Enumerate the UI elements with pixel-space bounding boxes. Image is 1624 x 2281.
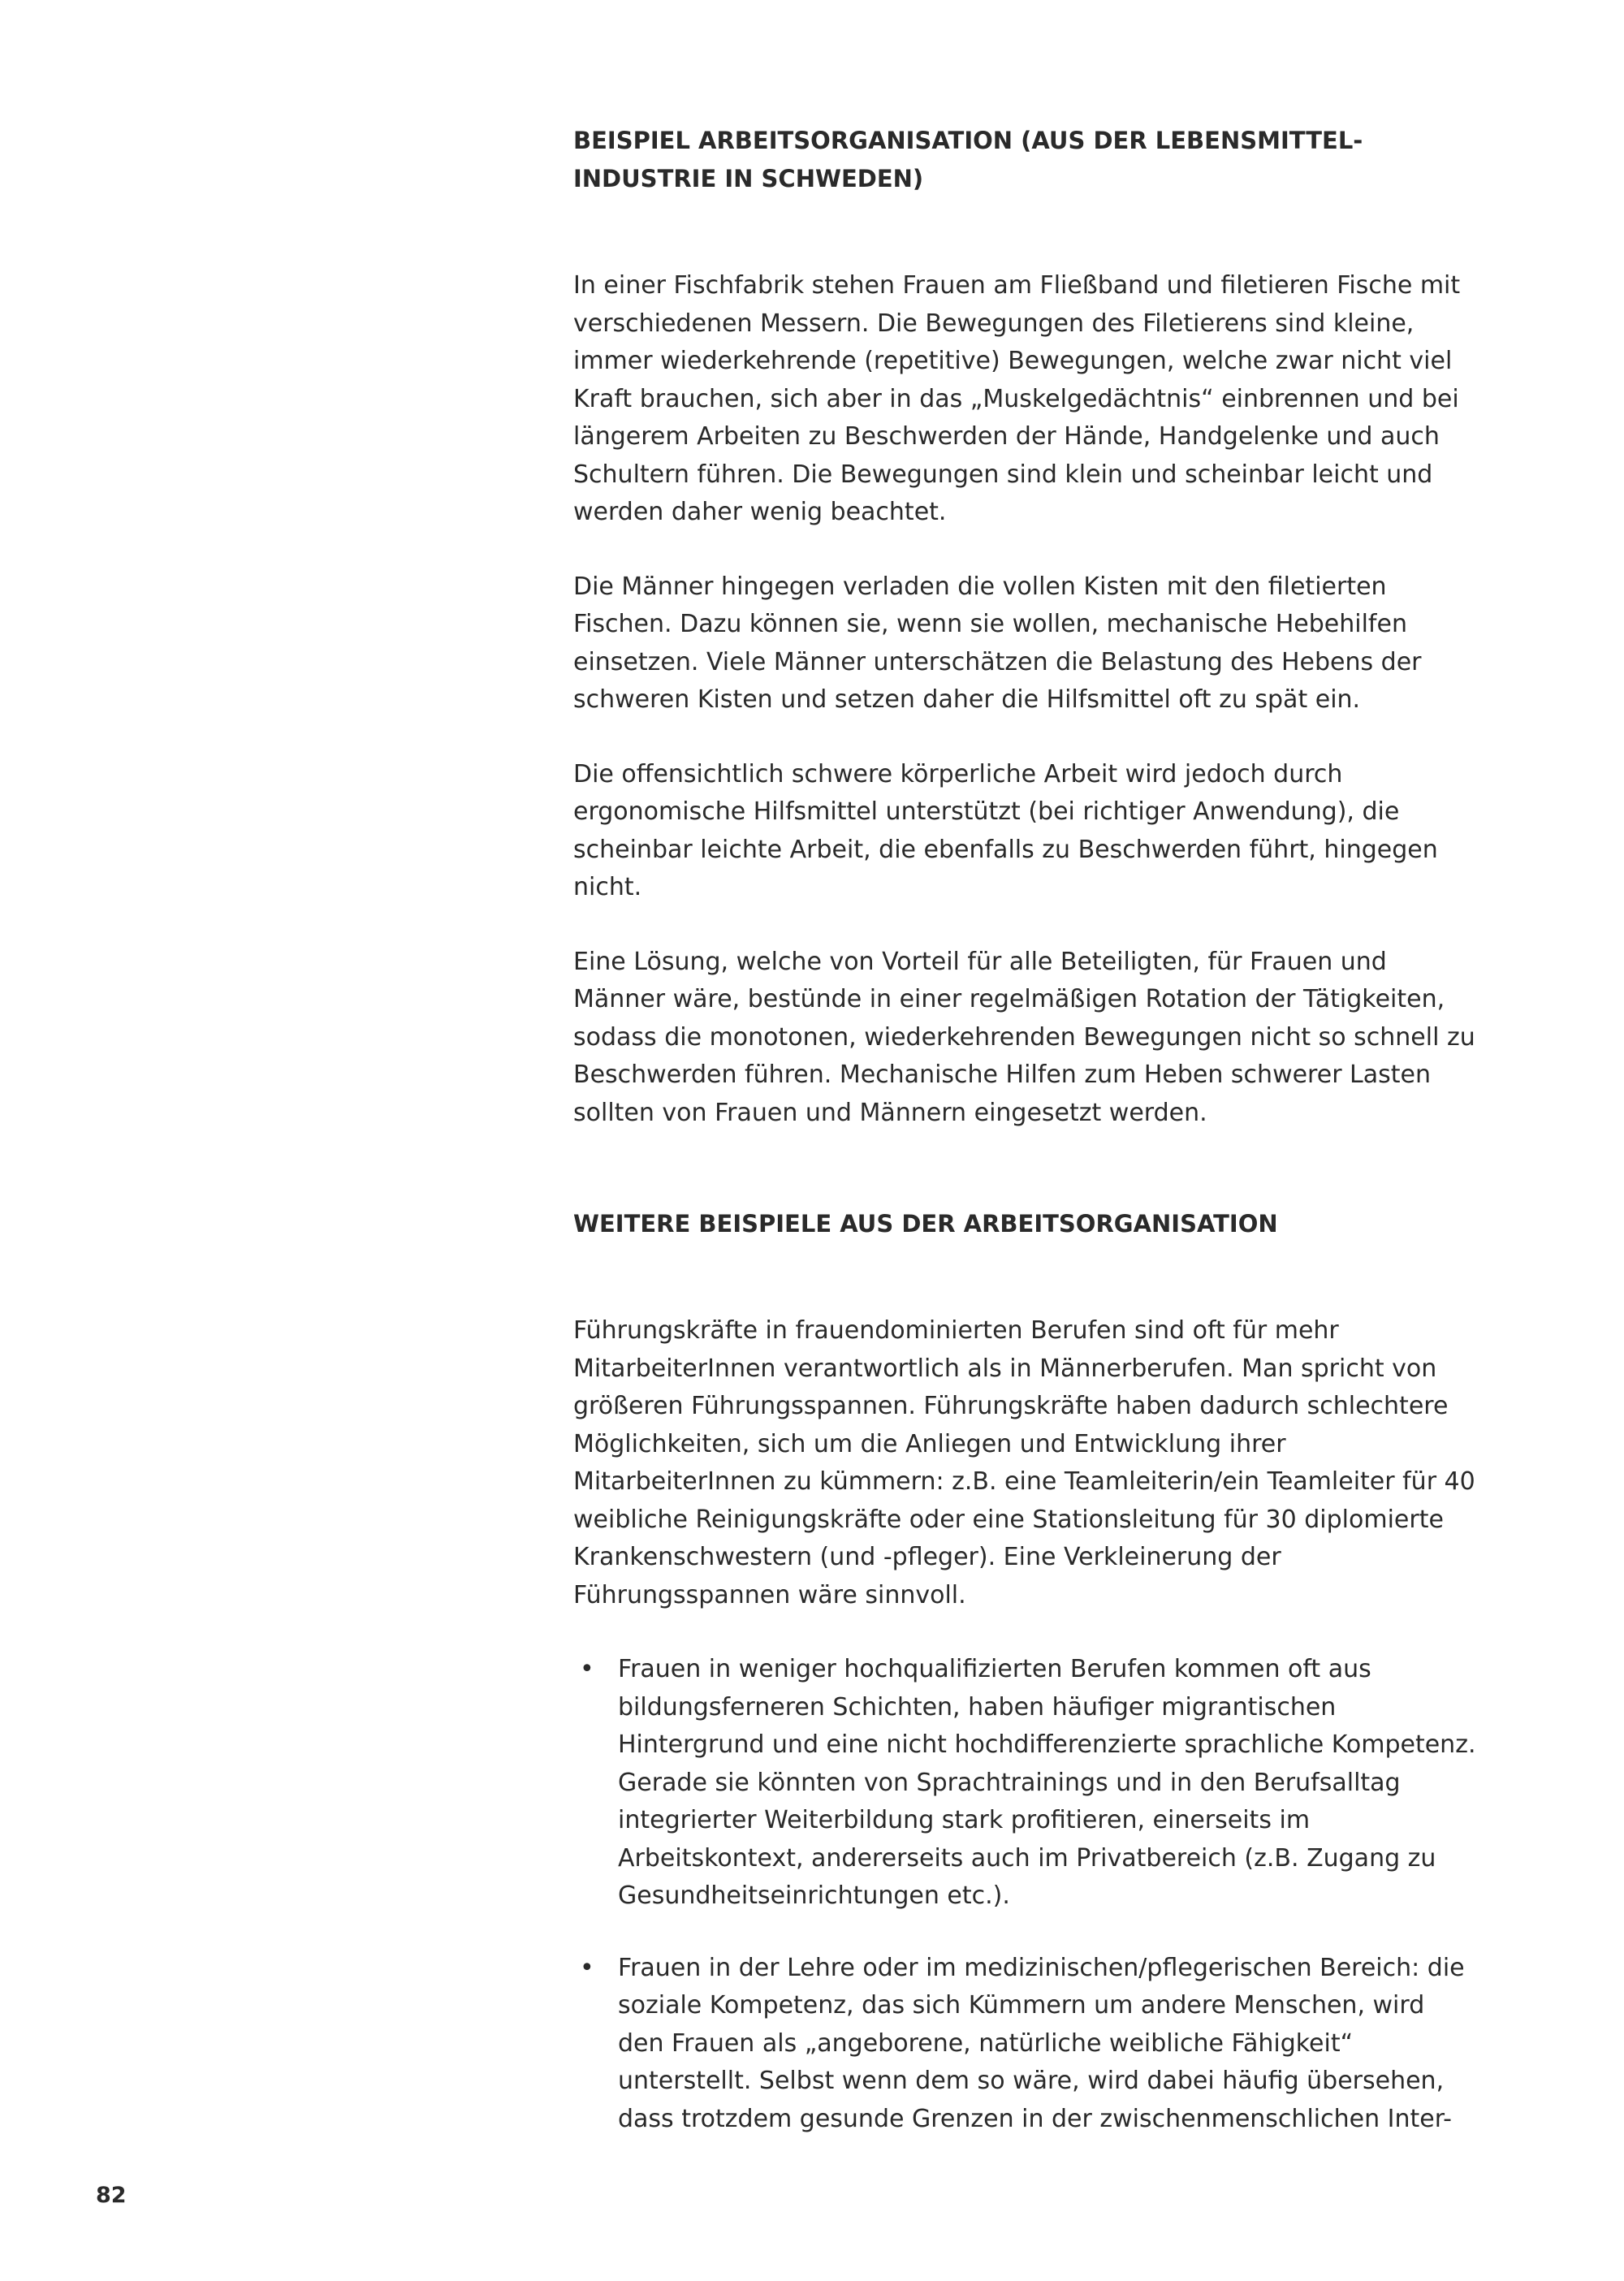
list-item xyxy=(573,1950,1478,2139)
list-item-text: Frauen in weniger hochqualifizierten Berufen kommen oft aus bildungsferneren Schichten, haben häufiger migrantischen Hintergrund und eine nicht hochdifferenzierte sprachliche Kompetenz. Gerade sie könnten von Sprachtrainings und in den Berufsalltag integrierter Weiterbildung stark profitieren, einerseits im Arbeitskontext, andererseits auch im Privatbereich (z.B. Zugang zu Gesundheitseinrichtungen etc.). xyxy=(618,1655,1476,1910)
paragraph-ergonomic-aids: Die offensichtlich schwere körperliche Arbeit wird jedoch durch ergonomische Hilfsmittel unterstützt (bei richtiger Anwendung), die scheinbar leichte Arbeit, die ebenfalls zu Beschwerden führt, hingegen nicht. xyxy=(573,759,1438,901)
section-heading-further-examples: WEITERE BEISPIELE AUS DER ARBEITSORGANISATION xyxy=(573,1210,1278,1238)
list-item-text: Frauen in der Lehre oder im medizinischen/pflegerischen Bereich: die soziale Kompetenz, das sich Kümmern um andere Menschen, wird den Frauen als „angeborene, natürliche weibliche Fähigkeit“ unterstellt. Selbst wenn dem so wäre, wird dabei häufig übersehen, dass trotzdem gesunde Grenzen in der zwischenmenschlichen Inter- xyxy=(618,1953,1465,2133)
bullet-icon: • xyxy=(580,1655,594,1683)
paragraph-men-loading: Die Männer hingegen verladen die vollen Kisten mit den filetierten Fischen. Dazu können sie, wenn sie wollen, mechanische Hebehilfen einsetzen. Viele Männer unterschätzen die Belastung des Hebens der schweren Kisten und setzen daher die Hilfsmittel oft zu spät ein. xyxy=(573,572,1422,714)
paragraph-leadership-spans: Führungskräfte in frauendominierten Berufen sind oft für mehr MitarbeiterInnen verantwortlich als in Männerberufen. Man spricht von größeren Führungsspannen. Führungskräfte haben dadurch schlechtere Möglichkeiten, sich um die Anliegen und Entwicklung ihrer MitarbeiterInnen zu kümmern: z.B. eine Teamleiterin/ein Teamleiter für 40 weibliche Reinigungskräfte oder eine Stationsleitung für 30 diplomierte Krankenschwestern (und -pfleger). Eine Verkleinerung der Führungsspannen wäre sinnvoll. xyxy=(573,1316,1475,1609)
page-number: 82 xyxy=(96,2183,127,2208)
heading-line-1: BEISPIEL ARBEITSORGANISATION (AUS DER LEBENSMITTEL- xyxy=(573,127,1363,154)
text-column xyxy=(573,122,1478,2138)
bullet-icon: • xyxy=(580,1953,594,1982)
paragraph-fish-factory: In einer Fischfabrik stehen Frauen am Fließband und filetieren Fische mit verschiedenen Messern. Die Bewegungen des Filetierens sind kleine, immer wiederkehrende (repetitive) Bewegungen, welche zwar nicht viel Kraft brauchen, sich aber in das „Muskelgedächtnis“ einbrennen und bei längerem Arbeiten zu Beschwerden der Hände, Handgelenke und auch Schultern führen. Die Bewegungen sind klein und scheinbar leicht und werden daher wenig beachtet. xyxy=(573,271,1461,526)
list-item xyxy=(573,1651,1478,1916)
heading-line-2: INDUSTRIE IN SCHWEDEN) xyxy=(573,165,924,192)
bullet-list xyxy=(573,1651,1478,2138)
section-heading-example-work-organisation xyxy=(573,122,1385,198)
paragraph-solution-rotation: Eine Lösung, welche von Vorteil für alle Beteiligten, für Frauen und Männer wäre, bestünde in einer regelmäßigen Rotation der Tätigkeiten, sodass die monotonen, wiederkehrenden Bewegungen nicht so schnell zu Beschwerden führen. Mechanische Hilfen zum Heben schwerer Lasten sollten von Frauen und Männern eingesetzt werden. xyxy=(573,947,1475,1127)
